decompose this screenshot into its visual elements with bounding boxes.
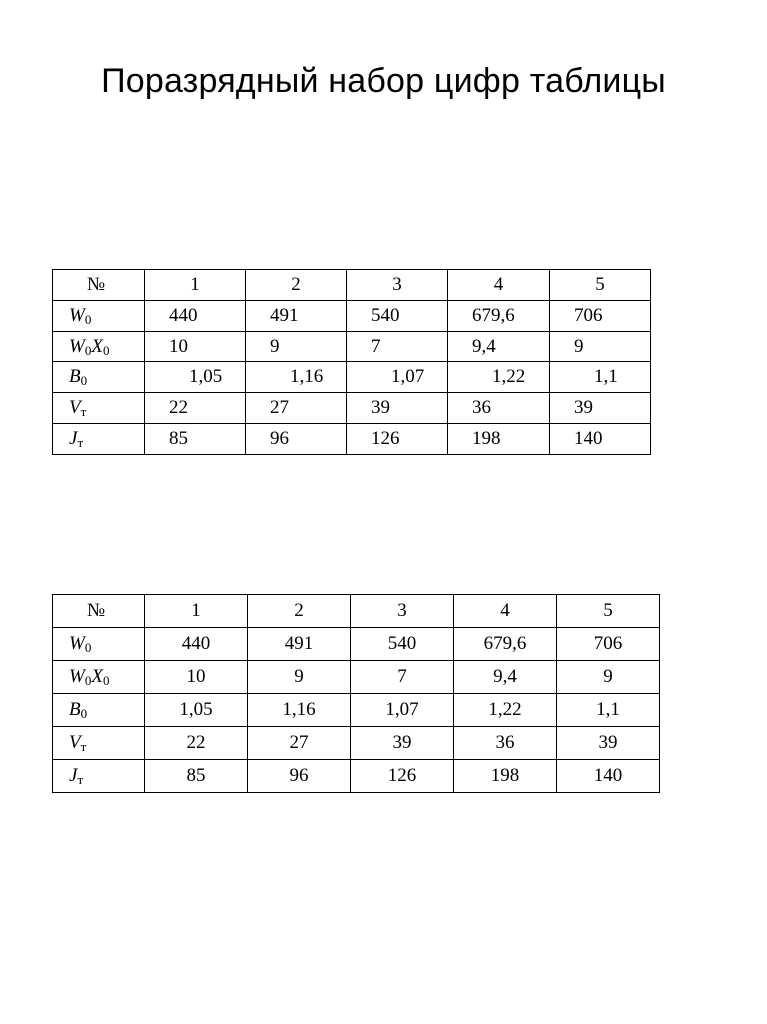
table-row — [53, 362, 651, 393]
table-cell: 198 — [448, 423, 550, 454]
table-cell: 10 — [145, 331, 246, 362]
table-cell: 39 — [351, 727, 454, 760]
table-cell: 96 — [246, 423, 347, 454]
table-cell: 1,22 — [454, 694, 557, 727]
header-cell: 5 — [550, 270, 651, 301]
table-row — [53, 661, 660, 694]
table-row — [53, 760, 660, 793]
table-cell: 1,1 — [550, 362, 651, 393]
table-cell: 36 — [454, 727, 557, 760]
table-cell: 1,16 — [246, 362, 347, 393]
table-cell: 9 — [557, 661, 660, 694]
table-cell: 22 — [145, 393, 246, 424]
table-cell: 22 — [145, 727, 248, 760]
table-cell: 39 — [347, 393, 448, 424]
header-cell: 1 — [145, 595, 248, 628]
table-cell: 1,22 — [448, 362, 550, 393]
table-cell: 1,1 — [557, 694, 660, 727]
table-cell: 39 — [557, 727, 660, 760]
row-label: $W_0X_0$ — [53, 331, 145, 362]
row-label: $B_0$ — [53, 362, 145, 393]
table-cell: 1,05 — [145, 362, 246, 393]
table-cell: 198 — [454, 760, 557, 793]
table-cell: 140 — [557, 760, 660, 793]
table-cell: 491 — [248, 628, 351, 661]
table-left-aligned — [52, 269, 651, 455]
table-cell: 7 — [347, 331, 448, 362]
table-cell: 36 — [448, 393, 550, 424]
row-label: $V_т$ — [53, 393, 145, 424]
header-cell: 4 — [454, 595, 557, 628]
row-label: $W_0$ — [53, 628, 145, 661]
table-cell: 126 — [347, 423, 448, 454]
header-cell: 2 — [246, 270, 347, 301]
row-label: $V_т$ — [53, 727, 145, 760]
table-cell: 96 — [248, 760, 351, 793]
table-cell: 85 — [145, 423, 246, 454]
table-cell: 679,6 — [448, 300, 550, 331]
table-cell: 1,07 — [347, 362, 448, 393]
table-row — [53, 694, 660, 727]
row-label: $B_0$ — [53, 694, 145, 727]
table-cell: 27 — [248, 727, 351, 760]
table-row — [53, 331, 651, 362]
table-cell: 9,4 — [448, 331, 550, 362]
table-cell: 1,07 — [351, 694, 454, 727]
table-cell: 140 — [550, 423, 651, 454]
header-cell: 3 — [347, 270, 448, 301]
table-cell: 10 — [145, 661, 248, 694]
table-cell: 27 — [246, 393, 347, 424]
header-cell: 1 — [145, 270, 246, 301]
table-cell: 679,6 — [454, 628, 557, 661]
table-row — [53, 423, 651, 454]
header-cell: 3 — [351, 595, 454, 628]
header-label: № — [53, 595, 145, 628]
page-title: Поразрядный набор цифр таблицы — [101, 62, 666, 100]
table-row — [53, 393, 651, 424]
table-cell: 1,16 — [248, 694, 351, 727]
table-cell: 9 — [248, 661, 351, 694]
table-header-row — [53, 595, 660, 628]
table-centered — [52, 594, 660, 793]
table-cell: 9 — [550, 331, 651, 362]
table-cell: 39 — [550, 393, 651, 424]
table-cell: 1,05 — [145, 694, 248, 727]
table-cell: 440 — [145, 628, 248, 661]
table-row — [53, 300, 651, 331]
table-header-row — [53, 270, 651, 301]
header-cell: 4 — [448, 270, 550, 301]
row-label: $W_0X_0$ — [53, 661, 145, 694]
table-cell: 540 — [351, 628, 454, 661]
table-cell: 706 — [557, 628, 660, 661]
header-cell: 5 — [557, 595, 660, 628]
table-cell: 491 — [246, 300, 347, 331]
table-row — [53, 727, 660, 760]
table-cell: 440 — [145, 300, 246, 331]
row-label: $J_т$ — [53, 760, 145, 793]
table-cell: 9,4 — [454, 661, 557, 694]
row-label: $J_т$ — [53, 423, 145, 454]
table-cell: 540 — [347, 300, 448, 331]
header-cell: 2 — [248, 595, 351, 628]
table-cell: 706 — [550, 300, 651, 331]
table-cell: 126 — [351, 760, 454, 793]
table-cell: 9 — [246, 331, 347, 362]
row-label: $W_0$ — [53, 300, 145, 331]
header-label: № — [53, 270, 145, 301]
table-cell: 85 — [145, 760, 248, 793]
table-cell: 7 — [351, 661, 454, 694]
table-row — [53, 628, 660, 661]
